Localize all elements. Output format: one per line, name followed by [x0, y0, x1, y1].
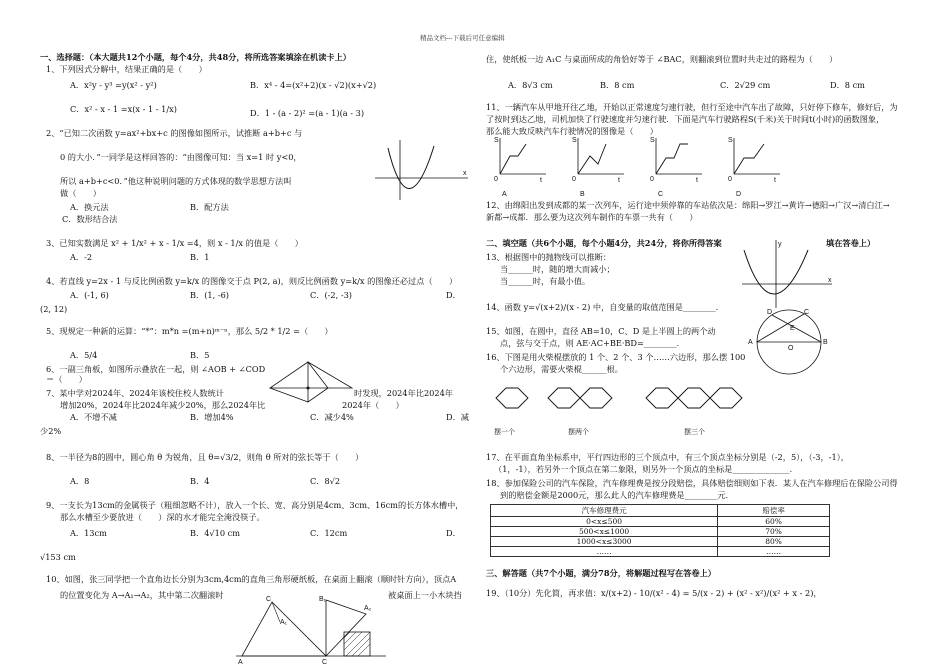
svg-text:C: C: [266, 596, 272, 603]
q1-option-b: B．x⁴ - 4=(x²+2)(x - √2)(x+√2): [250, 80, 377, 90]
q6-stem: 6、一副三角板，如图所示叠放在一起，则 ∠AOB + ∠COD: [46, 364, 266, 374]
q2-option-a: A．换元法: [70, 202, 109, 212]
svg-text:t: t: [696, 177, 698, 184]
svg-text:x: x: [828, 277, 832, 284]
q10-option-b: B．8 cm: [600, 80, 635, 90]
section2-title-end: 填在答卷上）: [826, 238, 876, 248]
q9-option-b: B．4√10 cm: [190, 528, 241, 538]
q10-rolling-triangle-figure: [236, 594, 386, 666]
table-row: [491, 547, 830, 557]
q16-stem-2: 个六边形，需要火柴棍______根。: [500, 364, 623, 374]
table-row: [491, 537, 830, 547]
q14-stem: 14、函数 y=√(x+2)/(x - 2) 中，自变量的取值范围是________．: [486, 302, 724, 312]
q5-option-a: A．5/4: [70, 350, 98, 360]
q2-stem-4: 做（ ）: [60, 188, 101, 198]
svg-text:y: y: [778, 241, 782, 248]
graph-label-d: D: [736, 191, 742, 198]
q8-option-c: C．8√2: [310, 476, 341, 486]
q7-stem-2: 时发现，2024年比2024年: [354, 388, 453, 398]
hex-label-2: 摆两个: [568, 429, 589, 436]
q1-option-a: A．x²y - y³ =y(x² - y²): [70, 80, 157, 90]
svg-text:S: S: [650, 137, 655, 144]
q10-stem-3: 被桌面上一小木块挡: [388, 590, 462, 600]
q10-option-c: C．2√29 cm: [720, 80, 771, 90]
q5-option-b: B．5: [190, 350, 210, 360]
q7-option-c: C．减少4%: [310, 412, 354, 422]
q10-stem-2: 的位置变化为 A→A₁→A₂，其中第二次翻滚时: [60, 590, 224, 600]
q17-stem-1: 17、在平面直角坐标系中，平行四边形的三个顶点中，有三个顶点坐标分别是（-2，5），（-3，-1），: [486, 452, 849, 462]
q7-option-d: D．减: [446, 412, 469, 422]
q2-stem-2: 0 的大小．”一同学是这样回答的：“由图像可知：当 x=1 时 y<0，: [60, 152, 302, 162]
section1-title: 一、选择题：（本大题共12个小题，每个4分，共48分，将所选答案填涂在机读卡上）: [40, 52, 351, 62]
svg-text:0: 0: [728, 176, 732, 183]
q15-stem-2: 点，弦与交于点，则 AE·AC+BE·BD=________．: [500, 338, 685, 348]
q9-option-a: A．13cm: [70, 528, 107, 538]
table-header-rate: 赔偿率: [718, 505, 830, 517]
q4-option-d: D．: [446, 290, 461, 300]
q2-option-c: C．数形结合法: [62, 214, 118, 224]
table-cell: ……: [718, 547, 830, 557]
graph-label-b: B: [580, 191, 585, 198]
q8-option-a: A．8: [70, 476, 90, 486]
table-cell: 60%: [718, 517, 830, 527]
q4-stem: 4、若直线 y=2x - 1 与反比例函数 y=k/x 的图像交于点 P(2, a)，则反比例函数 y=k/x 的图像还必过点（ ）: [46, 276, 458, 286]
q18-stem-1: 18、参加保险公司的汽车保险，汽车修理费是按分段赔偿，具体赔偿细则如下表．某人在汽车修理后在保险公司得: [486, 478, 898, 488]
page-header: 精品文档---下载后可任意编辑: [420, 34, 505, 42]
svg-text:S: S: [728, 137, 733, 144]
q12-stem-1: 12、由绵阳出发到成都的某一次列车，运行途中须停靠的车站依次是：绵阳→罗江→黄许→德阳→广汉→清白江→: [486, 200, 890, 210]
svg-text:0: 0: [650, 176, 654, 183]
svg-text:0: 0: [572, 176, 576, 183]
q13-blank-1: 当______时，随的增大而减小；: [500, 264, 615, 274]
q9-stem-2: 那么水槽至少要放进（ ）深的水才能完全淹没筷子。: [60, 512, 265, 522]
svg-text:B₁: B₁: [319, 596, 327, 603]
q13-parabola-figure: [740, 238, 836, 310]
table-cell: 80%: [718, 537, 830, 547]
q3-option-a: A．-2: [70, 252, 93, 262]
q2-stem-1: 2、“已知二次函数 y=ax²+bx+c 的图像如图所示，试推断 a+b+c 与: [46, 128, 303, 138]
hex-label-3: 摆三个: [684, 429, 705, 436]
table-row: [491, 527, 830, 537]
q9-option-d: D．: [446, 528, 461, 538]
svg-text:C: C: [322, 659, 328, 666]
graph-label-c: C: [658, 191, 664, 198]
table-cell: 500<x≤1000: [491, 527, 718, 537]
svg-text:S: S: [494, 137, 499, 144]
q2-stem-3: 所以 a+b+c<0．”他这种说明问题的方式体现的数学思想方法叫: [60, 176, 292, 186]
svg-text:B: B: [823, 339, 828, 346]
q10-option-d: D．8 cm: [830, 80, 865, 90]
table-header-cost: 汽车修理费元: [491, 505, 718, 517]
section3-title: 三、解答题（共7个小题，满分78分，将解题过程写在答卷上）: [486, 568, 716, 578]
q7-option-a: A．不增不减: [70, 412, 117, 422]
q11-stem-2: 了按时到达乙地，司机加快了行驶速度并匀速行驶．下面是汽车行驶路程S(千米)关于时间t(小时)的函数图象，: [486, 114, 885, 124]
q4-option-b: B．(1, -6): [190, 290, 229, 300]
svg-text:A₂: A₂: [364, 605, 372, 612]
q18-compensation-table: [490, 504, 830, 557]
q19-stem: 19、（10分）先化简，再求值：x/(x+2) - 10/(x² - 4) = 5/(x - 2) + (x² - x²)/(x² + x - 2)，: [486, 588, 822, 598]
q11-stem-3: 那么能大致反映汽车行驶情况的图像是（ ）: [486, 126, 658, 136]
table-cell: 1000<x≤3000: [491, 537, 718, 547]
svg-text:x: x: [463, 170, 467, 177]
svg-text:S: S: [572, 137, 577, 144]
q2-parabola-figure: [370, 138, 470, 204]
q7-stem-1: 7、某中学对2024年、2024年该校住校人数统计: [46, 388, 224, 398]
q3-stem: 3、已知实数满足 x² + 1/x² + x - 1/x =4，则 x - 1/x 的值是（ ）: [46, 238, 303, 248]
svg-text:C: C: [804, 309, 810, 316]
q4-option-d-value: (2, 12): [40, 304, 68, 314]
section2-title: 二、填空题（共6个小题，每个小题4分，共24分，将你所得答案: [486, 238, 722, 248]
q8-stem: 8、一半径为8的圆中，圆心角 θ 为锐角，且 θ=√3/2，则角 θ 所对的弦长等于（ ）: [46, 452, 364, 462]
q9-option-d-value: √153 cm: [40, 552, 76, 562]
svg-text:A: A: [238, 659, 243, 666]
table-cell: 0<x≤500: [491, 517, 718, 527]
q9-option-c: C．12cm: [310, 528, 348, 538]
q10-option-a: A．8√3 cm: [508, 80, 553, 90]
q6-stem-2: ＝（ ）: [46, 374, 87, 384]
q8-option-b: B．4: [190, 476, 210, 486]
q16-hexagons-figure: [488, 376, 758, 438]
q15-stem-1: 15、如图，在圆中，直径 AB=10，C、D 是上半圆上的两个动: [486, 326, 716, 336]
q17-stem-2: （1，-1），若另外一个顶点在第二象限，则另外一个顶点的坐标是______________．: [494, 464, 798, 474]
q5-stem: 5、现规定一种新的运算：“*”：m*n =(m+n)ᵐ⁻ⁿ，那么 5/2 * 1/2 =（ ）: [46, 326, 333, 336]
q11-stem-1: 11、一辆汽车从甲地开往乙地，开始以正常速度匀速行驶，但行至途中汽车出了故障，只好停下修车，修好后，为: [486, 102, 898, 112]
q12-stem-2: 新都→成都．那么要为这次列车制作的车票一共有（ ）: [486, 212, 698, 222]
svg-text:E: E: [790, 325, 795, 332]
q1-option-c: C．x² - x - 1 =x(x - 1 - 1/x): [70, 104, 177, 114]
svg-text:t: t: [540, 177, 542, 184]
q7-stem-4: 2024年（ ）: [342, 400, 404, 410]
q1-stem: 1、下列因式分解中，结果正确的是（ ）: [46, 64, 207, 74]
q9-stem-1: 9、一支长为13cm的金属筷子（粗细忽略不计），放入一个长、宽、高分别是4cm、3cm、16cm的长方体水槽中，: [46, 500, 464, 510]
svg-text:0: 0: [494, 176, 498, 183]
svg-text:D: D: [767, 309, 773, 316]
q7-option-d-cont: 少2%: [40, 426, 62, 436]
svg-text:A₁: A₁: [280, 619, 288, 626]
svg-text:t: t: [618, 177, 620, 184]
q7-stem-3: 增加20%，2024年比2024年减少20%，那么2024年比: [60, 400, 266, 410]
q2-option-b: B．配方法: [190, 202, 229, 212]
q13-blank-2: 当______时，有最小值。: [500, 276, 591, 286]
q3-option-b: B．1: [190, 252, 210, 262]
q4-option-c: C．(-2, -3): [310, 290, 352, 300]
q18-stem-2: 到的赔偿金额是2000元，那么此人的汽车修理费是________元.: [500, 490, 729, 500]
hex-label-1: 摆一个: [494, 429, 515, 436]
graph-label-a: A: [502, 191, 507, 198]
q11-graphs-figure: [488, 134, 788, 200]
q16-stem-1: 16、下图是用火柴棍摆放的 1 个、2 个、3 个……六边形，那么摆 100: [486, 352, 746, 362]
table-cell: ……: [491, 547, 718, 557]
q4-option-a: A．(-1, 6): [70, 290, 109, 300]
table-row: [491, 517, 830, 527]
q10-stem-4: 住，使纸板一边 A₁C 与桌面所成的角恰好等于 ∠BAC，则翻滚到位置时共走过的路程为（ ）: [486, 54, 838, 64]
q10-stem-1: 10、如图，张三同学把一个直角边长分别为3cm,4cm的直角三角形硬纸板，在桌面上翻滚（顺时针方向），顶点A: [46, 574, 457, 584]
svg-text:O: O: [788, 345, 794, 352]
svg-text:A: A: [748, 339, 753, 346]
q7-option-b: B．增加4%: [190, 412, 234, 422]
q13-stem: 13、根据图中的抛物线可以推断：: [486, 252, 612, 262]
q15-circle-figure: [746, 306, 832, 376]
table-cell: 70%: [718, 527, 830, 537]
svg-text:t: t: [774, 177, 776, 184]
q1-option-d: D．1 - (a - 2)² =(a - 1)(a - 3): [250, 108, 365, 118]
